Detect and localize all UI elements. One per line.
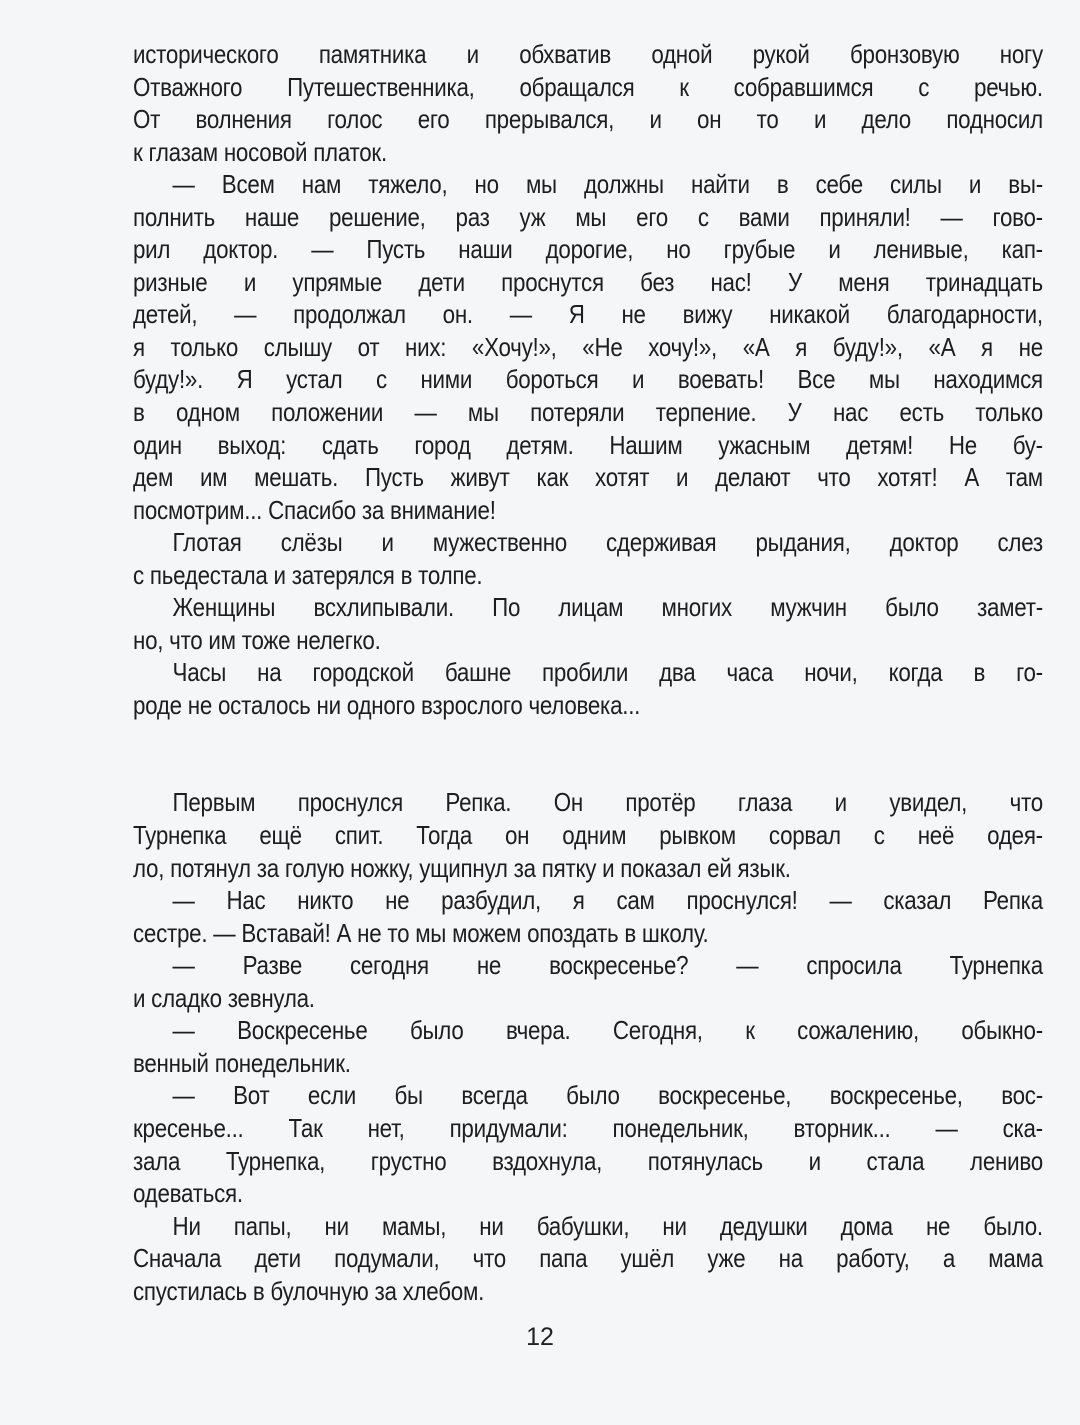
text-line: но, что им тоже нелегко. [133,624,381,655]
text-line: венный понедельник. [133,1047,351,1078]
text-line: детей, — продолжал он. — Я не вижу никакой благодарности, [133,299,1043,330]
body-text [133,38,1043,1307]
text-line: и сладко зевнула. [133,982,315,1013]
text-line: — Нас никто не разбудил, я сам проснулся! — сказал Репка [172,885,1043,916]
text-line: дем им мешать. Пусть живут как хотят и делают что хотят! А там [133,462,1043,493]
paragraph [133,884,1043,949]
text-line: посмотрим... Спасибо за внимание! [133,494,496,525]
text-line: ло, потянул за голую ножку, ущипнул за пятку и показал ей язык. [133,852,791,883]
text-line: От волнения голос его прерывался, и он то и дело подносил [133,104,1043,135]
text-line: ризные и упрямые дети проснутся без нас! У меня тринадцать [133,266,1043,297]
text-line: — Вот если бы всегда было воскресенье, воскресенье, вос- [172,1080,1043,1111]
paragraph [133,786,1043,884]
paragraph [133,656,1043,721]
paragraph [133,1079,1043,1209]
text-line: — Разве сегодня не воскресенье? — спросила Турнепка [172,950,1043,981]
scene-break [133,721,1043,786]
text-line: буду!». Я устал с ними бороться и воевать! Все мы находимся [133,364,1043,395]
text-line: сестре. — Вставай! А не то мы можем опоздать в школу. [133,917,709,948]
text-line: кресенье... Так нет, придумали: понедельник, вторник... — ска- [133,1112,1043,1143]
text-line: Первым проснулся Репка. Он протёр глаза и увидел, что [172,787,1043,818]
text-line: в одном положении — мы потеряли терпение. У нас есть только [133,397,1043,428]
text-line: — Всем нам тяжело, но мы должны найти в себе силы и вы- [172,169,1043,200]
paragraph [133,526,1043,591]
text-line: роде не осталось ни одного взрослого человека... [133,689,641,720]
text-line: исторического памятника и обхватив одной рукой бронзовую ногу [133,39,1043,69]
text-line: к глазам носовой платок. [133,136,387,167]
text-line: рил доктор. — Пусть наши дорогие, но грубые и ленивые, кап- [133,234,1043,265]
text-line: Отважного Путешественника, обращался к собравшимся с речью. [133,71,1043,102]
text-line: Женщины всхлипывали. По лицам многих мужчин было замет- [172,592,1043,623]
paragraph [133,591,1043,656]
paragraph [133,1014,1043,1079]
paragraph [133,1210,1043,1308]
text-line: с пьедестала и затерялся в толпе. [133,559,483,590]
text-line: спустилась в булочную за хлебом. [133,1275,485,1306]
page-number: 12 [526,1323,554,1351]
text-line: Турнепка ещё спит. Тогда он одним рывком сорвал с неё одея- [133,820,1043,851]
text-line: один выход: сдать город детям. Нашим ужасным детям! Не бу- [133,429,1043,460]
text-line: Ни папы, ни мамы, ни бабушки, ни дедушки дома не было. [172,1210,1043,1241]
text-line: Сначала дети подумали, что папа ушёл уже на работу, а мама [133,1243,1043,1274]
paragraph [133,949,1043,1014]
text-line: одеваться. [133,1178,243,1209]
paragraph [133,168,1043,526]
text-line: я только слышу от них: «Хочу!», «Не хочу!», «А я буду!», «А я не [133,331,1043,362]
text-line: Часы на городской башне пробили два часа ночи, когда в го- [172,657,1043,688]
text-line: Глотая слёзы и мужественно сдерживая рыдания, доктор слез [172,527,1043,558]
paragraph [133,38,1043,168]
text-line: полнить наше решение, раз уж мы его с вами приняли! — гово- [133,201,1043,232]
text-line: зала Турнепка, грустно вздохнула, потянулась и стала лениво [133,1145,1043,1176]
text-line: — Воскресенье было вчера. Сегодня, к сожалению, обыкно- [172,1015,1043,1046]
